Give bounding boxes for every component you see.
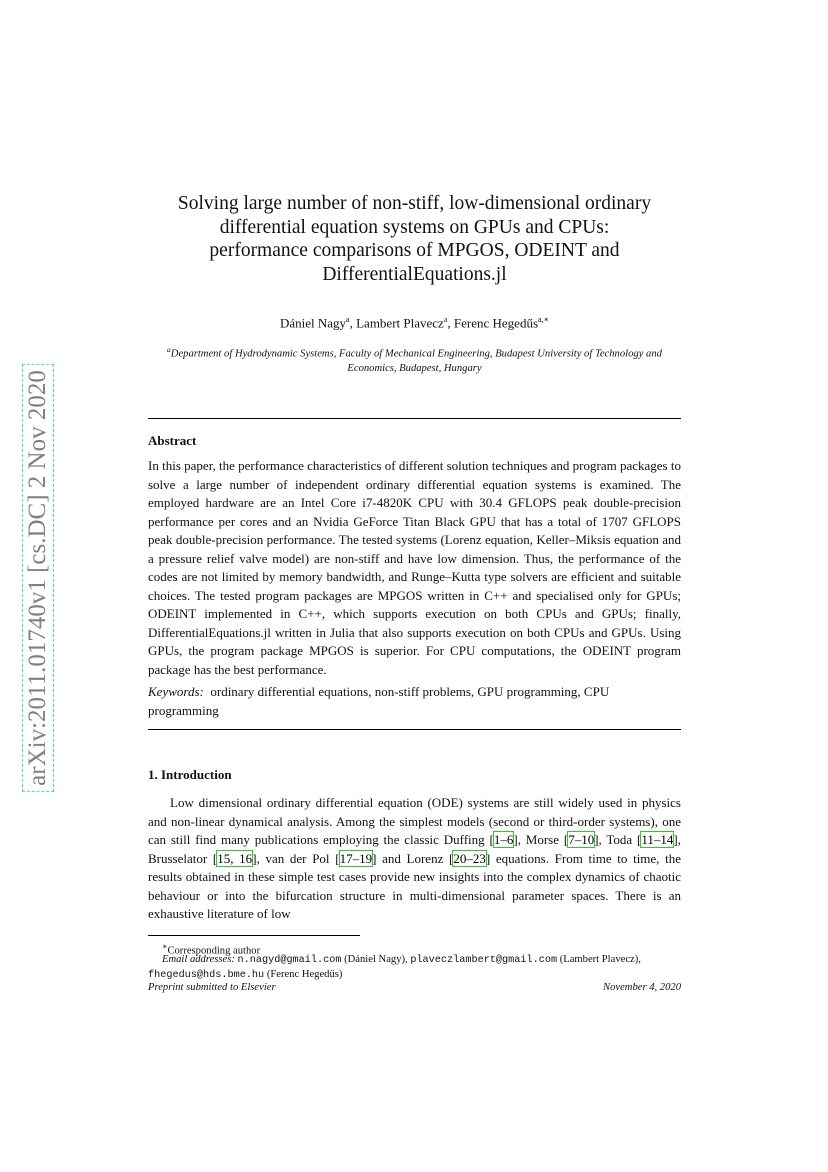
email-address[interactable]: fhegedus@hds.bme.hu [148, 969, 265, 981]
intro-text: , van der Pol [256, 850, 336, 866]
footnote-corresponding-text: Corresponding author [167, 945, 261, 957]
affiliation-text: Department of Hydrodynamic Systems, Faculty of Mechanical Engineering, Budapest University of Technology and Economics, Budapest, Hungary [170, 348, 662, 375]
footer-date: November 4, 2020 [603, 982, 681, 993]
abstract-text: In this paper, the performance characteristics of different solution techniques and program packages to solve a large number of independent ordinary differential equation systems is examined. The employed hardware are an Intel Core i7-4820K CPU with 30.4 GFLOPS peak double-precision performance per cores and an Nvidia GeForce Titan Black GPU that has a total of 1707 GFLOPS peak double-precision performance. The tested systems (Lorenz equation, Keller–Miksis equation and a pressure relief valve model) are non-stiff and have low dimension. Thus, the performance of the codes are not limited by memory bandwidth, and Runge–Kutta type solvers are efficient and suitable choices. The tested program packages are MPGOS written in C++ and specialised only for GPUs; ODEINT implemented in C++, which supports execution on both CPUs and GPUs; finally, DifferentialEquations.jl written in Julia that also supports execution on both CPUs and GPUs. Using GPUs, the program package MPGOS is superior. For CPU computations, the ODEINT program package has the best performance. [148, 458, 681, 677]
citation-link[interactable]: 7–10 [568, 832, 595, 847]
author-affil-mark: a [346, 315, 350, 324]
citation-link[interactable]: 11–14 [641, 832, 674, 847]
email-owner: (Ferenc Hegedűs) [266, 968, 343, 980]
author-name: Ferenc Hegedűs [453, 315, 538, 331]
author-list [148, 315, 681, 331]
author-affil-mark[interactable]: a,∗ [538, 315, 549, 324]
keywords [148, 683, 681, 720]
keywords-label: Keywords: [148, 684, 204, 699]
footer-preprint-note: Preprint submitted to Elsevier [148, 982, 276, 993]
affiliation-mark: a [167, 345, 171, 354]
title-line: differential equation systems on GPUs and CPUs: [219, 216, 610, 238]
section-heading-introduction: 1. Introduction [148, 767, 232, 782]
citation-link[interactable]: 20–23 [453, 850, 486, 866]
author-affil-mark: a [443, 315, 448, 324]
introduction-paragraph: Low dimensional ordinary differential equation (ODE) systems are still widely used in physics and non-linear dynamical analysis. Among the simplest models (second or third-order systems), one can still find many publications employing the classic Duffing [1–6], Morse [7–10], Toda [11–14], Brusselator [15, 16], van der Pol [17–19] and Lorenz [20–23] equations. From time to time, the results obtained in these simple test cases provide new insights into the complex dynamics of chaotic behaviour or into the bifurcation structure in multi-dimensional parameter spaces. There is an exhaustive literature of low [148, 795, 681, 921]
arxiv-identifier[interactable]: arXiv:2011.01740v1 [cs.DC] 2 Nov 2020 [22, 364, 54, 792]
abstract-top-rule [148, 418, 681, 419]
author-separator: , [447, 315, 454, 331]
title-line: DifferentialEquations.jl [322, 263, 507, 285]
page-footer [148, 982, 681, 993]
citation-link[interactable]: 17–19 [339, 850, 373, 866]
footnote-mark: ∗ [162, 942, 168, 951]
paper-title [148, 192, 681, 286]
author-name: Dániel Nagy [279, 315, 347, 331]
intro-text: , Morse [517, 832, 564, 847]
intro-text: , Brusselator [148, 832, 681, 866]
email-address[interactable]: n.nagyd@gmail.com [237, 955, 342, 966]
keywords-text: ordinary differential equations, non-stiff problems, GPU programming, CPU programming [148, 684, 610, 718]
author-name: Lambert Plavecz [356, 315, 444, 331]
author-separator: , [349, 315, 357, 331]
footnote-rule [148, 935, 360, 936]
intro-text: , Toda [598, 832, 638, 847]
email-owner: (Dániel Nagy), [344, 954, 408, 965]
affiliation [148, 343, 681, 377]
email-label: Email addresses: [162, 954, 235, 965]
intro-text: Low dimensional ordinary differential equation (ODE) systems are still widely used in physics and non-linear dynamical analysis. Among the simplest models (second or third-order systems), one can still find many publications employing the classic Duffing [148, 795, 681, 847]
email-address[interactable]: plaveczlambert@gmail.com [410, 955, 558, 966]
arxiv-sidebar-stamp [18, 338, 58, 818]
email-owner: (Lambert Plavecz), [559, 954, 641, 965]
abstract-heading: Abstract [148, 433, 197, 448]
title-line: Solving large number of non-stiff, low-dimensional ordinary [177, 193, 652, 214]
intro-text: and Lorenz [376, 850, 450, 866]
citation-link[interactable]: 1–6 [493, 832, 514, 847]
footnote-emails [148, 953, 681, 982]
title-line: performance comparisons of MPGOS, ODEINT and [209, 240, 620, 261]
citation-link[interactable]: 15, 16 [217, 850, 253, 866]
abstract-bottom-rule [148, 729, 681, 730]
intro-text: equations. From time to time, the results obtained in these simple test cases provide new insights into the complex dynamics of chaotic behaviour or into the bifurcation structure in multi-dimensional parameter spaces. There is an exhaustive literature of low [148, 850, 681, 921]
